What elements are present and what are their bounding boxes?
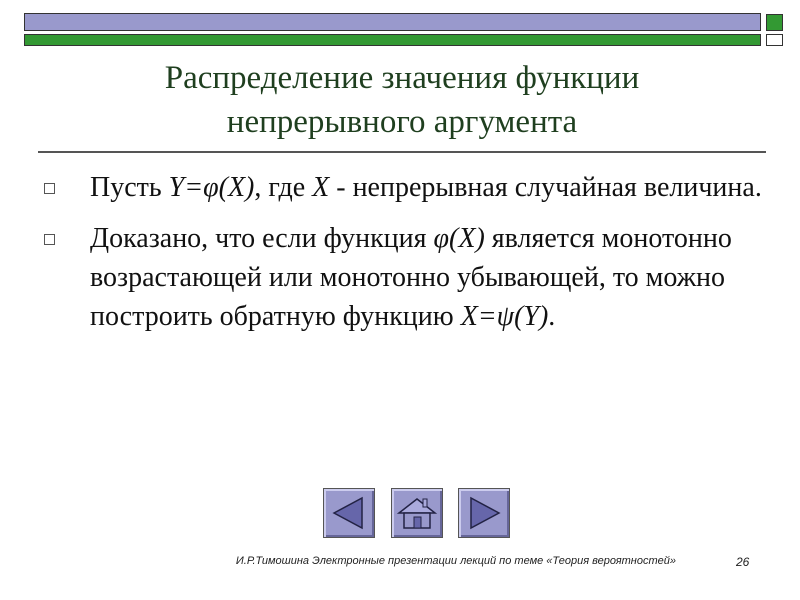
title-divider [38,151,766,153]
footer-text: И.Р.Тимошина Электронные презентации лекций по теме «Теория вероятностей» [235,555,676,567]
slide-title-line1: Распределение значения функции [164,60,640,96]
triangle-left-icon [324,489,374,537]
bullet-2-text-a: Доказано, что если функция [90,223,434,254]
house-icon [392,489,442,537]
corner-decor-square-green [766,14,783,31]
top-decor-bar-green [24,34,761,46]
corner-decor-square-white [766,34,783,46]
bullet-1-text-c: - непрерывная случайная величина. [329,172,762,203]
bullet-2-text-b: является монотонно возрастающей или монотонно убывающей, то можно построить обратную функцию [90,223,732,332]
prev-slide-button[interactable] [323,488,375,538]
bullet-1-text-b: , где [254,172,313,203]
slide-title [40,56,764,144]
bullet-2-text-c: . [548,301,556,332]
triangle-right-icon [459,489,509,537]
bullet-item-2 [44,219,774,336]
square-bullet-icon [44,234,55,245]
bullet-item-1 [44,168,774,207]
bullet-list [44,168,774,348]
bullet-1-formula: Y=φ(X) [168,172,255,203]
top-decor-bar-purple [24,13,761,31]
next-slide-button[interactable] [458,488,510,538]
square-bullet-icon [44,183,55,194]
bullet-1-var-x: X [312,172,330,203]
bullet-2-formula-phi: φ(X) [433,223,485,254]
bullet-2-formula-psi: X=ψ(Y) [460,301,549,332]
home-button[interactable] [391,488,443,538]
bullet-1-text-a: Пусть [90,172,169,203]
page-number: 26 [736,555,750,569]
slide-title-line2: непрерывного аргумента [226,104,578,140]
